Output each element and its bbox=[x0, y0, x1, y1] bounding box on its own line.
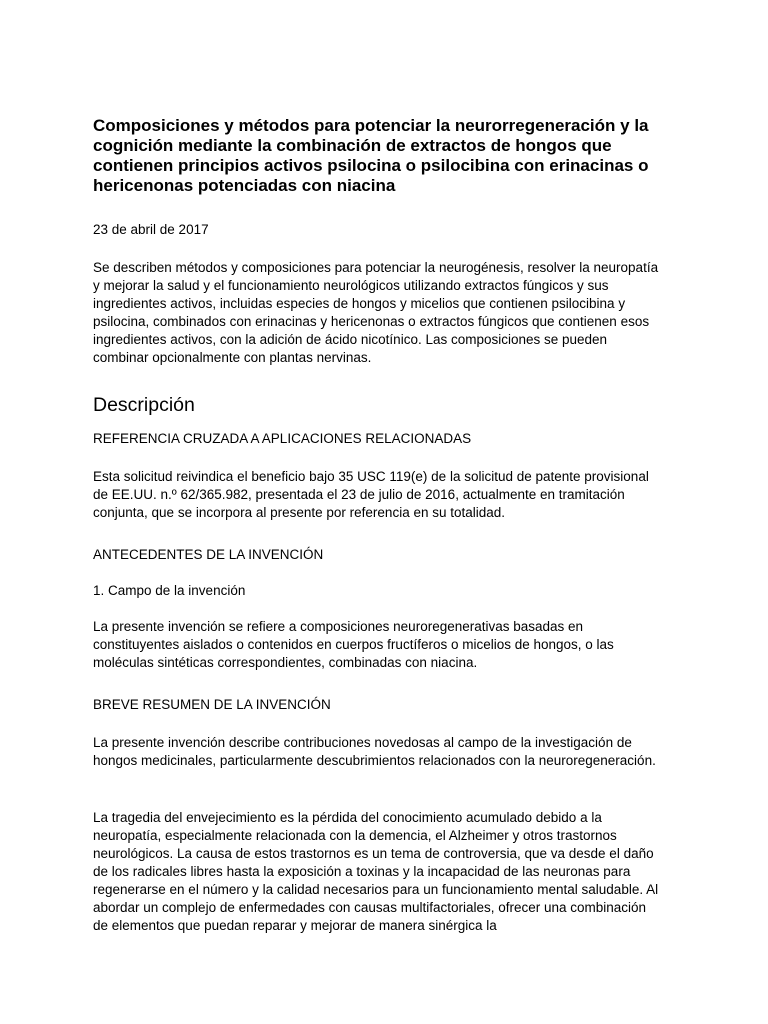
cross-reference-heading: REFERENCIA CRUZADA A APLICACIONES RELACIONADAS bbox=[93, 431, 472, 446]
summary-paragraph-2: La tragedia del envejecimiento es la pérdida del conocimiento acumulado debido a la neuropatía, especialmente relacionada con la demencia, el Alzheimer y otros trastornos neurológicos. La causa de estos trastornos es un tema de controversia, que va desde el daño de los radicales libres hasta la exposición a toxinas y la incapacidad de las neuronas para regenerarse en el número y la calidad necesarios para un funcionamiento mental saludable. Al abordar un complejo de enfermedades con causas multifactoriales, ofrecer una combinación de elementos que puedan reparar y mejorar de manera sinérgica la bbox=[93, 810, 659, 933]
background-heading: ANTECEDENTES DE LA INVENCIÓN bbox=[93, 547, 324, 562]
publication-date: 23 de abril de 2017 bbox=[93, 222, 209, 237]
description-heading: Descripción bbox=[93, 394, 195, 416]
summary-paragraph-1: La presente invención describe contribuciones novedosas al campo de la investigación de hongos medicinales, particularmente descubrimientos relacionados con la neuroregeneración. bbox=[93, 735, 656, 768]
document-page bbox=[93, 116, 663, 935]
field-heading: 1. Campo de la invención bbox=[93, 583, 246, 598]
abstract-paragraph: Se describen métodos y composiciones para potenciar la neurogénesis, resolver la neuropatía y mejorar la salud y el funcionamiento neurológicos utilizando extractos fúngicos y sus ingredientes activos, incluidas especies de hongos y micelios que contienen psilocibina y psilocina, combinados con erinacinas y hericenonas o extractos fúngicos que contienen esos ingredientes activos, con la adición de ácido nicotínico. Las composiciones se pueden combinar opcionalmente con plantas nervinas. bbox=[93, 260, 659, 365]
field-paragraph: La presente invención se refiere a composiciones neuroregenerativas basadas en constituyentes aislados o contenidos en cuerpos fructíferos o micelios de hongos, o las moléculas sintéticas correspondientes, combinadas con niacina. bbox=[93, 619, 614, 670]
document-title: Composiciones y métodos para potenciar la neurorregeneración y la cognición mediante la combinación de extractos de hongos que contienen principios activos psilocina o psilocibina con erinacinas o hericenonas potenciadas con niacina bbox=[93, 116, 649, 195]
summary-heading: BREVE RESUMEN DE LA INVENCIÓN bbox=[93, 697, 331, 712]
cross-reference-paragraph: Esta solicitud reivindica el beneficio bajo 35 USC 119(e) de la solicitud de patente provisional de EE.UU. n.º 62/365.982, presentada el 23 de julio de 2016, actualmente en tramitación conjunta, que se incorpora al presente por referencia en su totalidad. bbox=[93, 469, 649, 520]
